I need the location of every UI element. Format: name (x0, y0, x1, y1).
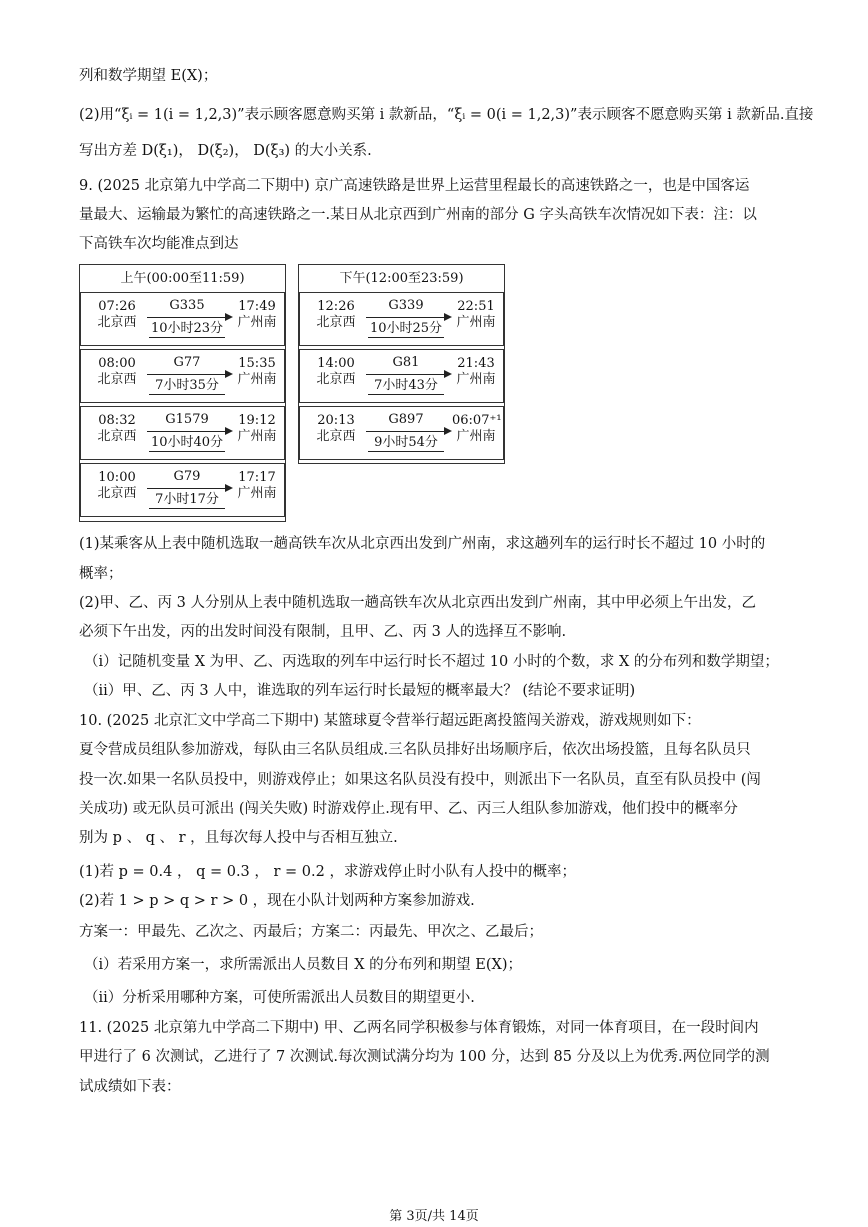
arr-station: 广州南 (456, 429, 496, 444)
line-3: 写出方差 D(ξ₁)， D(ξ₂)， D(ξ₃) 的大小关系. (79, 143, 372, 159)
arr-time: 15:35 (238, 356, 276, 371)
q9-line-3: 下高铁车次均能准点到达 (79, 236, 239, 252)
route-arrow (360, 356, 452, 396)
arrow-head (225, 484, 233, 492)
arrival (233, 299, 281, 331)
train-code: G77 (173, 355, 201, 370)
arr-time: 21:43 (457, 356, 495, 371)
line-2: (2)用“ξᵢ = 1(i = 1,2,3)”表示顾客愿意购买第 i 款新品，“ξᵢ = 0(i = 1,2,3)”表示顾客不愿意购买第 i 款新品.直接 (79, 107, 814, 123)
arrival (452, 299, 500, 331)
duration-underline (368, 394, 444, 395)
q10-part2: (2)若 1 > p > q > r > 0 ，现在小队计划两种方案参加游戏. (79, 893, 475, 909)
arrival (233, 356, 281, 388)
q10-line-5: 别为 p 、 q 、 r ，且每次每人投中与否相互独立. (79, 830, 398, 846)
route-arrow (141, 299, 233, 339)
train-cell (80, 292, 285, 346)
dep-time: 12:26 (317, 299, 355, 314)
arr-time: 06:07⁺¹ (452, 413, 502, 428)
train-cell (80, 349, 285, 403)
dep-station: 北京西 (97, 429, 137, 444)
q10-plans: 方案一：甲最先、乙次之、丙最后；方案二：丙最先、甲次之、乙最后； (79, 924, 543, 940)
train-code: G339 (388, 298, 424, 313)
q10-line-3: 投一次.如果一名队员投中，则游戏停止；如果这名队员没有投中，则派出下一名队员，直至有队员投中 (闯 (79, 772, 761, 788)
arrow-line (147, 431, 229, 432)
duration: 7小时17分 (155, 492, 219, 507)
arrow-line (147, 488, 229, 489)
train-cell (299, 349, 504, 403)
arrival (233, 470, 281, 502)
dep-station: 北京西 (316, 429, 356, 444)
duration-underline (368, 337, 444, 338)
q9-part1-line-2: 概率； (79, 566, 123, 582)
train-code: G897 (388, 412, 424, 427)
page-number: 第 3页/共 14页 (389, 1209, 479, 1224)
route-arrow (360, 299, 452, 339)
arrow-head (444, 427, 452, 435)
departure (93, 299, 141, 331)
route-arrow (141, 413, 233, 453)
departure (93, 356, 141, 388)
q10-line-1: 10. (2025 北京汇文中学高二下期中) 某篮球夏令营举行超远距离投篮闯关游戏，游戏规则如下： (79, 713, 701, 729)
departure (312, 356, 360, 388)
arr-time: 19:12 (238, 413, 276, 428)
arrow-line (366, 317, 448, 318)
dep-time: 14:00 (317, 356, 355, 371)
arrow-head (225, 313, 233, 321)
arrival (452, 356, 500, 388)
arrow-head (444, 313, 452, 321)
q9-part2-line-1: (2)甲、乙、丙 3 人分别从上表中随机选取一趟高铁车次从北京西出发到广州南，其中甲必须上午出发，乙 (79, 595, 756, 611)
arrow-line (147, 317, 229, 318)
duration-underline (368, 451, 444, 452)
q9-line-1: 9. (2025 北京第九中学高二下期中) 京广高速铁路是世界上运营里程最长的高速铁路之一，也是中国客运 (79, 178, 750, 194)
duration: 9小时54分 (374, 435, 438, 450)
arr-time: 22:51 (457, 299, 495, 314)
duration: 7小时43分 (374, 378, 438, 393)
train-code: G81 (392, 355, 420, 370)
train-cell (299, 406, 504, 460)
dep-time: 20:13 (317, 413, 355, 428)
dep-time: 07:26 (98, 299, 136, 314)
arr-time: 17:17 (238, 470, 276, 485)
arr-station: 广州南 (456, 315, 496, 330)
q9-part2-i: （ⅰ）记随机变量 X 为甲、乙、丙选取的列车中运行时长不超过 10 小时的个数，求 X 的分布列和数学期望； (84, 654, 779, 670)
duration: 10小时40分 (150, 435, 224, 450)
arr-station: 广州南 (237, 429, 277, 444)
q10-part1: (1)若 p = 0.4 ， q = 0.3 ， r = 0.2 ，求游戏停止时小队有人投中的概率； (79, 864, 576, 880)
departure (312, 413, 360, 445)
dep-station: 北京西 (97, 372, 137, 387)
arrival (452, 413, 500, 445)
arr-time: 17:49 (238, 299, 276, 314)
train-cell (80, 463, 285, 517)
route-arrow (141, 470, 233, 510)
q10-line-2: 夏令营成员组队参加游戏，每队由三名队员组成.三名队员排好出场顺序后，依次出场投篮，且每名队员只 (79, 742, 751, 758)
arrow-head (444, 370, 452, 378)
dep-station: 北京西 (97, 486, 137, 501)
route-arrow (360, 413, 452, 453)
route-arrow (141, 356, 233, 396)
q9-part2-ii: （ⅱ）甲、乙、丙 3 人中，谁选取的列车运行时长最短的概率最大？ (结论不要求证明) (84, 683, 636, 699)
arrow-line (147, 374, 229, 375)
dep-time: 08:00 (98, 356, 136, 371)
train-code: G79 (173, 469, 201, 484)
arr-station: 广州南 (237, 315, 277, 330)
train-code: G1579 (165, 412, 209, 427)
q10-part2-ii: （ⅱ）分析采用哪种方案，可使所需派出人员数目的期望更小. (84, 990, 475, 1006)
departure (93, 413, 141, 445)
arrow-head (225, 370, 233, 378)
afternoon-header: 下午(12:00至23:59) (299, 265, 504, 293)
q10-part2-i: （ⅰ）若采用方案一，求所需派出人员数目 X 的分布列和期望 E(X)； (84, 957, 523, 973)
arr-station: 广州南 (237, 486, 277, 501)
duration: 10小时25分 (369, 321, 443, 336)
dep-station: 北京西 (97, 315, 137, 330)
q11-line-2: 甲进行了 6 次测试，乙进行了 7 次测试.每次测试满分均为 100 分，达到 85 分及以上为优秀.两位同学的测 (79, 1049, 770, 1065)
morning-header: 上午(00:00至11:59) (80, 265, 285, 293)
duration-underline (149, 508, 225, 509)
arrow-line (366, 374, 448, 375)
dep-station: 北京西 (316, 372, 356, 387)
arrow-line (366, 431, 448, 432)
arr-station: 广州南 (237, 372, 277, 387)
arr-station: 广州南 (456, 372, 496, 387)
train-code: G335 (169, 298, 205, 313)
duration-underline (149, 394, 225, 395)
q11-line-3: 试成绩如下表： (79, 1079, 181, 1095)
dep-time: 08:32 (98, 413, 136, 428)
train-cell (299, 292, 504, 346)
train-cell (80, 406, 285, 460)
duration-underline (149, 337, 225, 338)
q10-line-4: 关成功) 或无队员可派出 (闯关失败) 时游戏停止.现有甲、乙、丙三人组队参加游戏，他们投中的概率分 (79, 801, 738, 817)
dep-time: 10:00 (98, 470, 136, 485)
q11-line-1: 11. (2025 北京第九中学高二下期中) 甲、乙两名同学积极参与体育锻炼，对同一体育项目，在一段时间内 (79, 1020, 759, 1036)
duration-underline (149, 451, 225, 452)
departure (312, 299, 360, 331)
q9-line-2: 量最大、运输最为繁忙的高速铁路之一.某日从北京西到广州南的部分 G 字头高铁车次情况如下表：注：以 (79, 207, 757, 223)
q9-part1-line-1: (1)某乘客从上表中随机选取一趟高铁车次从北京西出发到广州南，求这趟列车的运行时长不超过 10 小时的 (79, 536, 766, 552)
duration: 7小时35分 (155, 378, 219, 393)
departure (93, 470, 141, 502)
line-1: 列和数学期望 E(X)； (79, 68, 218, 84)
arrow-head (225, 427, 233, 435)
q9-part2-line-2: 必须下午出发，丙的出发时间没有限制，且甲、乙、丙 3 人的选择互不影响. (79, 624, 567, 640)
dep-station: 北京西 (316, 315, 356, 330)
duration: 10小时23分 (150, 321, 224, 336)
arrival (233, 413, 281, 445)
